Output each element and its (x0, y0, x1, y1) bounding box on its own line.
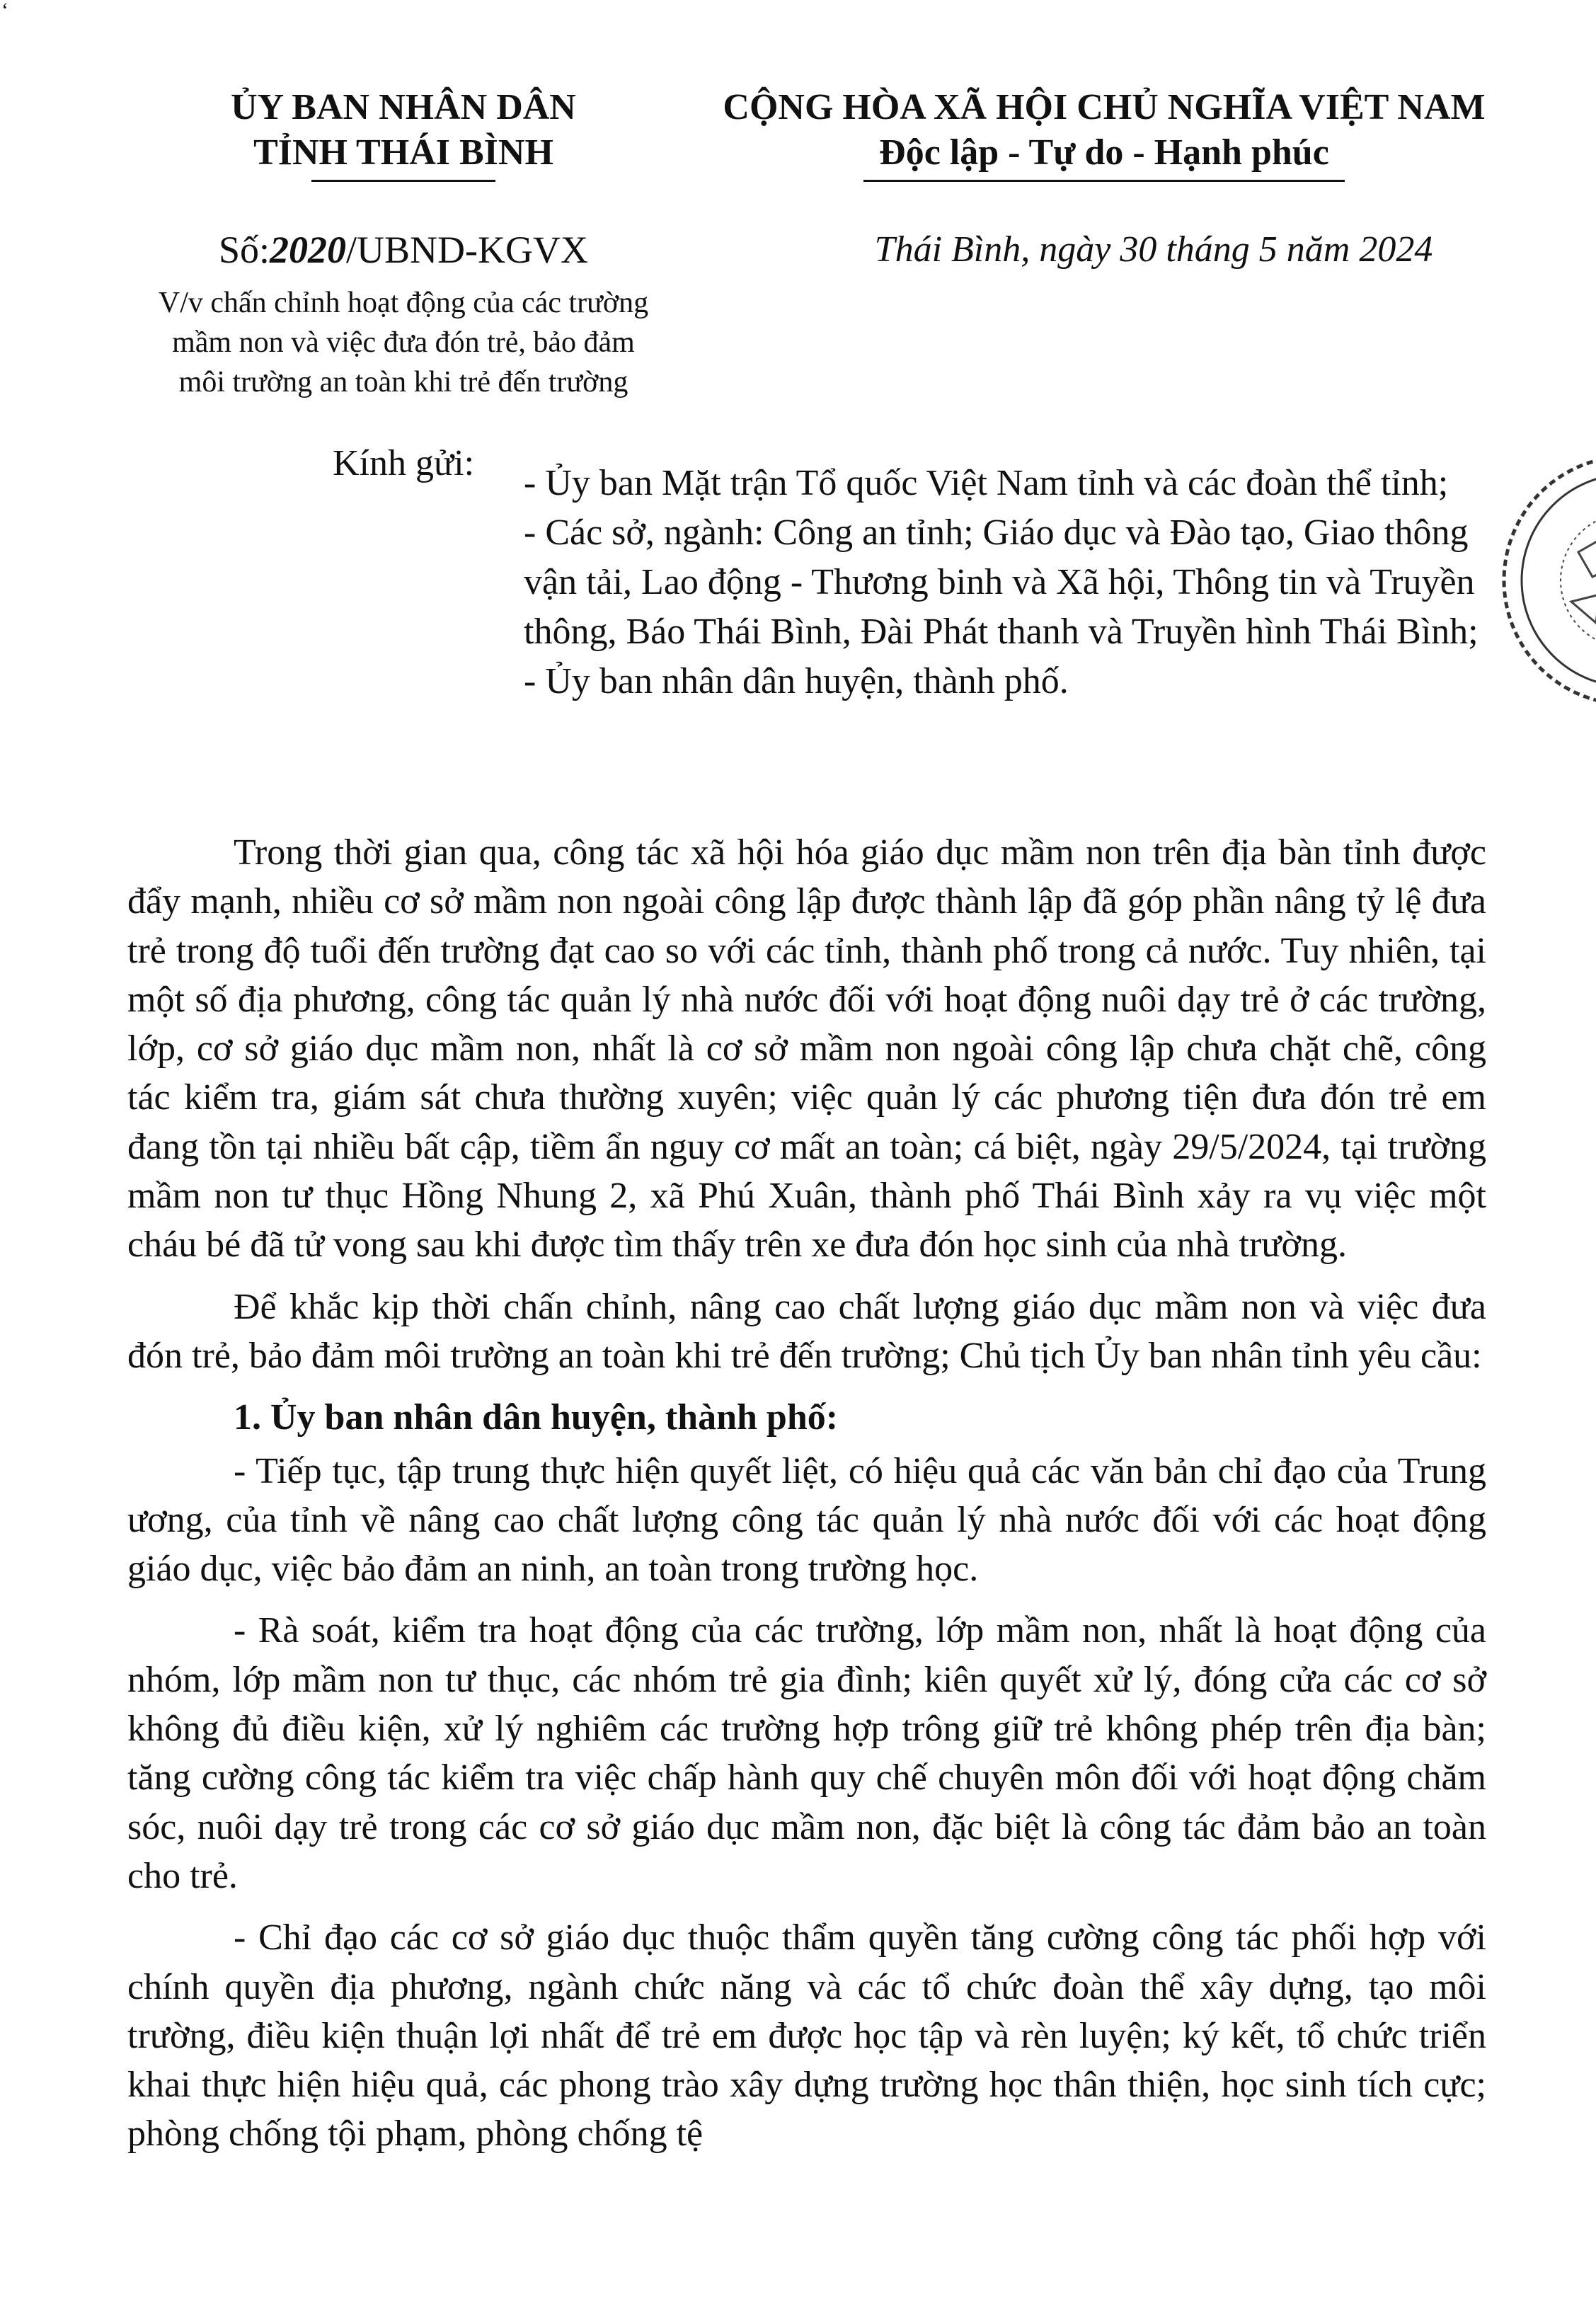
recipient-item: - Ủy ban Mặt trận Tổ quốc Việt Nam tỉnh và các đoàn thể tỉnh; (524, 463, 1449, 503)
authority-line-2: TỈNH THÁI BÌNH (253, 132, 553, 173)
subject-line: mầm non và việc đưa đón trẻ, bảo đảm (172, 326, 635, 359)
document-number-suffix: /UBND-KGVX (346, 229, 589, 271)
document-number (127, 226, 679, 273)
document-subject (106, 283, 701, 402)
subject-line: V/v chấn chỉnh hoạt động của các trường (158, 287, 649, 319)
issuing-authority (127, 85, 679, 182)
subject-line: môi trường an toàn khi trẻ đến trường (178, 366, 628, 398)
recipients-list (524, 459, 1486, 706)
motto-underline (863, 180, 1345, 182)
document-number-value: 2020 (270, 229, 347, 271)
document-number-prefix: Số: (218, 229, 270, 271)
authority-underline (311, 180, 495, 182)
national-title-line-1: CỘNG HÒA XÃ HỘI CHỦ NGHĨA VIỆT NAM (723, 87, 1486, 127)
recipient-item: - Ủy ban nhân dân huyện, thành phố. (524, 661, 1069, 701)
corner-mark-icon: ‘ (1, 0, 8, 22)
body-paragraph: - Tiếp tục, tập trung thực hiện quyết liệt, có hiệu quả các văn bản chỉ đạo của Trung ương, của tỉnh về nâng cao chất lượng công tác quản lý nhà nước đối với các hoạt động giáo dục, việc bảo đảm an ninh, an toàn trong trường học. (127, 1450, 1486, 1590)
section-heading: 1. Ủy ban nhân dân huyện, thành phố: (234, 1397, 839, 1438)
recipient-item: - Các sở, ngành: Công an tỉnh; Giáo dục và Đào tạo, Giao thông vận tải, Lao động - Thương binh và Xã hội, Thông tin và Truyền thông, Báo Thái Bình, Đài Phát thanh và Truyền hình Thái Bình; (524, 512, 1479, 652)
recipients-label: Kính gửi: (333, 443, 475, 483)
official-seal-icon (1472, 453, 1596, 708)
body-paragraph: Trong thời gian qua, công tác xã hội hóa giáo dục mầm non trên địa bàn tỉnh được đẩy mạnh, nhiều cơ sở mầm non ngoài công lập được thành lập đã góp phần nâng tỷ lệ đưa trẻ trong độ tuổi đến trường đạt cao so với các tỉnh, thành phố trong cả nước. Tuy nhiên, tại một số địa phương, công tác quản lý nhà nước đối với hoạt động nuôi dạy trẻ ở các trường, lớp, cơ sở giáo dục mầm non, nhất là cơ sở mầm non ngoài công lập chưa chặt chẽ, công tác kiểm tra, giám sát chưa thường xuyên; việc quản lý các phương tiện đưa đón trẻ em đang tồn tại nhiều bất cập, tiềm ẩn nguy cơ mất an toàn; cá biệt, ngày 29/5/2024, tại trường mầm non tư thục Hồng Nhung 2, xã Phú Xuân, thành phố Thái Bình xảy ra vụ việc một cháu bé đã tử vong sau khi được tìm thấy trên xe đưa đón học sinh của nhà trường. (127, 832, 1486, 1266)
authority-line-1: ỦY BAN NHÂN DÂN (231, 87, 576, 127)
document-date: Thái Bình, ngày 30 tháng 5 năm 2024 (874, 229, 1433, 270)
body-paragraph: Để khắc kịp thời chấn chỉnh, nâng cao chất lượng giáo dục mầm non và việc đưa đón trẻ, bảo đảm môi trường an toàn khi trẻ đến trường; Chủ tịch Ủy ban nhân tỉnh yêu cầu: (127, 1286, 1486, 1376)
national-motto: Độc lập - Tự do - Hạnh phúc (879, 132, 1329, 173)
national-title (679, 85, 1529, 182)
body-paragraph: - Rà soát, kiểm tra hoạt động của các trường, lớp mầm non, nhất là hoạt động của nhóm, lớp mầm non tư thục, các nhóm trẻ gia đình; kiên quyết xử lý, đóng cửa các cơ sở không đủ điều kiện, xử lý nghiêm các trường hợp trông giữ trẻ không phép trên địa bàn; tăng cường công tác kiểm tra việc chấp hành quy chế chuyên môn đối với hoạt động chăm sóc, nuôi dạy trẻ trong các cơ sở giáo dục mầm non, đặc biệt là công tác đảm bảo an toàn cho trẻ. (127, 1610, 1486, 1896)
body-paragraph: - Chỉ đạo các cơ sở giáo dục thuộc thẩm quyền tăng cường công tác phối hợp với chính quyền địa phương, ngành chức năng và các tổ chức đoàn thể xây dựng, tạo môi trường, điều kiện thuận lợi nhất để trẻ em được học tập và rèn luyện; ký kết, tổ chức triển khai thực hiện hiệu quả, các phong trào xây dựng trường học thân thiện, học sinh tích cực; phòng chống tội phạm, phòng chống tệ (127, 1917, 1486, 2155)
document-body (127, 828, 1486, 2172)
